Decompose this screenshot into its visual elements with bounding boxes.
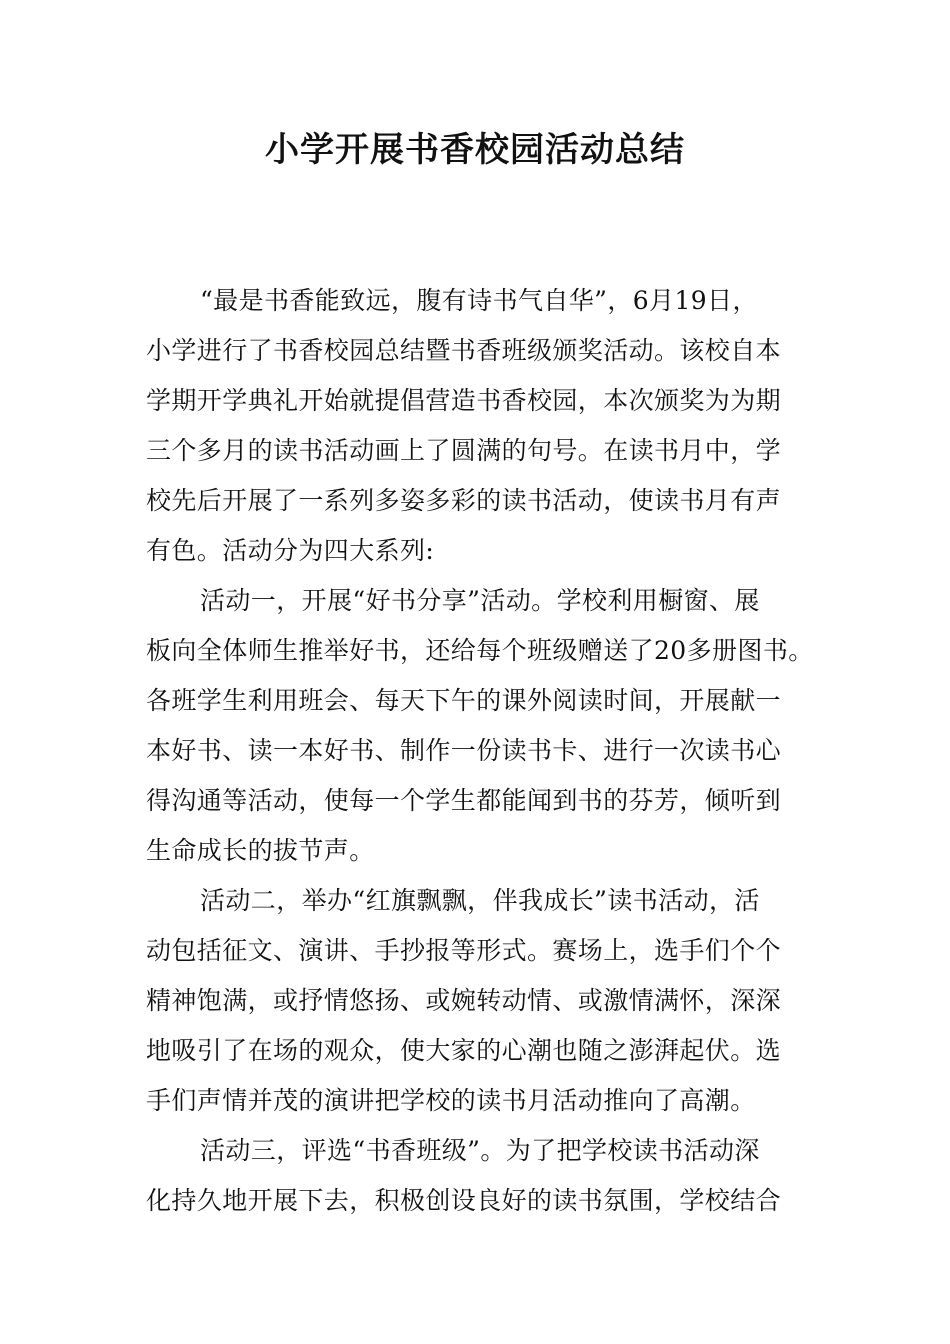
text-line: 精神饱满，或抒情悠扬、或婉转动情、或激情满怀，深深 bbox=[146, 986, 782, 1015]
text-line: 小学进行了书香校园总结暨书香班级颁奖活动。该校自本 bbox=[146, 336, 782, 365]
text-line: 活动二，举办“红旗飘飘，伴我成长”读书活动，活 bbox=[200, 886, 760, 915]
text-line: 活动三，评选“书香班级”。为了把学校读书活动深 bbox=[200, 1136, 760, 1165]
text-line: 得沟通等活动，使每一个学生都能闻到书的芬芳，倾听到 bbox=[146, 786, 782, 815]
text-line: 地吸引了在场的观众，使大家的心潮也随之澎湃起伏。选 bbox=[146, 1036, 782, 1065]
text-line: 学期开学典礼开始就提倡营造书香校园，本次颁奖为为期 bbox=[146, 386, 782, 415]
text-line: 板向全体师生推举好书，还给每个班级赠送了20多册图书。 bbox=[146, 636, 814, 665]
document-title: 小学开展书香校园活动总结 bbox=[265, 130, 685, 170]
text-line: 本好书、读一本好书、制作一份读书卡、进行一次读书心 bbox=[146, 736, 782, 765]
text-line: 活动一，开展“好书分享”活动。学校利用橱窗、展 bbox=[200, 586, 760, 615]
text-line: 生命成长的拔节声。 bbox=[146, 836, 375, 865]
text-line: 化持久地开展下去，积极创设良好的读书氛围，学校结合 bbox=[146, 1186, 782, 1215]
text-line: 各班学生利用班会、每天下午的课外阅读时间，开展献一 bbox=[146, 686, 782, 715]
text-line: 动包括征文、演讲、手抄报等形式。赛场上，选手们个个 bbox=[146, 936, 782, 965]
text-line: 有色。活动分为四大系列: bbox=[146, 536, 435, 565]
text-line: “最是书香能致远，腹有诗书气自华”，6月19日， bbox=[200, 286, 758, 315]
text-line: 三个多月的读书活动画上了圆满的句号。在读书月中，学 bbox=[146, 436, 782, 465]
text-line: 手们声情并茂的演讲把学校的读书月活动推向了高潮。 bbox=[146, 1086, 756, 1115]
text-line: 校先后开展了一系列多姿多彩的读书活动，使读书月有声 bbox=[146, 486, 782, 515]
